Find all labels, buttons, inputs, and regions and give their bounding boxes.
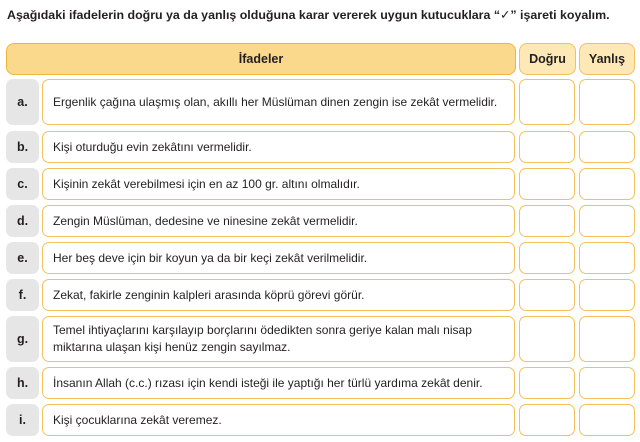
statement-text: Zekat, fakirle zenginin kalpleri arasında köprü görevi görür. bbox=[42, 279, 515, 311]
statement-text: Ergenlik çağına ulaşmış olan, akıllı her Müslüman dinen zengin ise zekât vermelidir. bbox=[42, 79, 515, 125]
false-checkbox-c[interactable] bbox=[579, 168, 635, 200]
row-letter: f. bbox=[6, 279, 39, 311]
row-letter: b. bbox=[6, 131, 39, 163]
false-checkbox-e[interactable] bbox=[579, 242, 635, 274]
true-checkbox-d[interactable] bbox=[519, 205, 575, 237]
statement-text: Zengin Müslüman, dedesine ve ninesine zekât vermelidir. bbox=[42, 205, 515, 237]
statement-row-d bbox=[0, 205, 640, 237]
true-checkbox-h[interactable] bbox=[519, 367, 575, 399]
row-letter: e. bbox=[6, 242, 39, 274]
false-checkbox-h[interactable] bbox=[579, 367, 635, 399]
false-checkbox-b[interactable] bbox=[579, 131, 635, 163]
statement-row-e bbox=[0, 242, 640, 274]
false-checkbox-i[interactable] bbox=[579, 404, 635, 436]
row-letter: d. bbox=[6, 205, 39, 237]
false-checkbox-f[interactable] bbox=[579, 279, 635, 311]
true-checkbox-g[interactable] bbox=[519, 316, 575, 362]
true-column-header: Doğru bbox=[519, 43, 576, 75]
statements-header: İfadeler bbox=[6, 43, 516, 75]
statement-text: Kişinin zekât verebilmesi için en az 100 gr. altını olmalıdır. bbox=[42, 168, 515, 200]
statement-text: Her beş deve için bir koyun ya da bir keçi zekât verilmelidir. bbox=[42, 242, 515, 274]
true-checkbox-e[interactable] bbox=[519, 242, 575, 274]
instruction-text: Aşağıdaki ifadelerin doğru ya da yanlış olduğuna karar vererek uygun kutucuklara “✓” işareti koyalım. bbox=[7, 8, 610, 22]
true-checkbox-i[interactable] bbox=[519, 404, 575, 436]
statement-text: Kişi çocuklarına zekât veremez. bbox=[42, 404, 515, 436]
statement-row-h bbox=[0, 367, 640, 399]
true-checkbox-b[interactable] bbox=[519, 131, 575, 163]
row-letter: c. bbox=[6, 168, 39, 200]
row-letter: i. bbox=[6, 404, 39, 436]
statement-row-b bbox=[0, 131, 640, 163]
true-checkbox-a[interactable] bbox=[519, 79, 575, 125]
true-checkbox-f[interactable] bbox=[519, 279, 575, 311]
true-checkbox-c[interactable] bbox=[519, 168, 575, 200]
statement-row-a bbox=[0, 79, 640, 125]
statement-row-f bbox=[0, 279, 640, 311]
false-checkbox-a[interactable] bbox=[579, 79, 635, 125]
statement-text: Temel ihtiyaçlarını karşılayıp borçlarını ödedikten sonra geriye kalan malı nisap miktarına ulaşan kişi henüz zengin sayılmaz. bbox=[42, 316, 515, 362]
statement-row-i bbox=[0, 404, 640, 436]
false-checkbox-g[interactable] bbox=[579, 316, 635, 362]
statement-text: Kişi oturduğu evin zekâtını vermelidir. bbox=[42, 131, 515, 163]
statement-row-g bbox=[0, 316, 640, 362]
false-checkbox-d[interactable] bbox=[579, 205, 635, 237]
statement-row-c bbox=[0, 168, 640, 200]
statement-text: İnsanın Allah (c.c.) rızası için kendi isteği ile yaptığı her türlü yardıma zekât denir. bbox=[42, 367, 515, 399]
row-letter: g. bbox=[6, 316, 39, 362]
false-column-header: Yanlış bbox=[579, 43, 635, 75]
row-letter: h. bbox=[6, 367, 39, 399]
row-letter: a. bbox=[6, 79, 39, 125]
